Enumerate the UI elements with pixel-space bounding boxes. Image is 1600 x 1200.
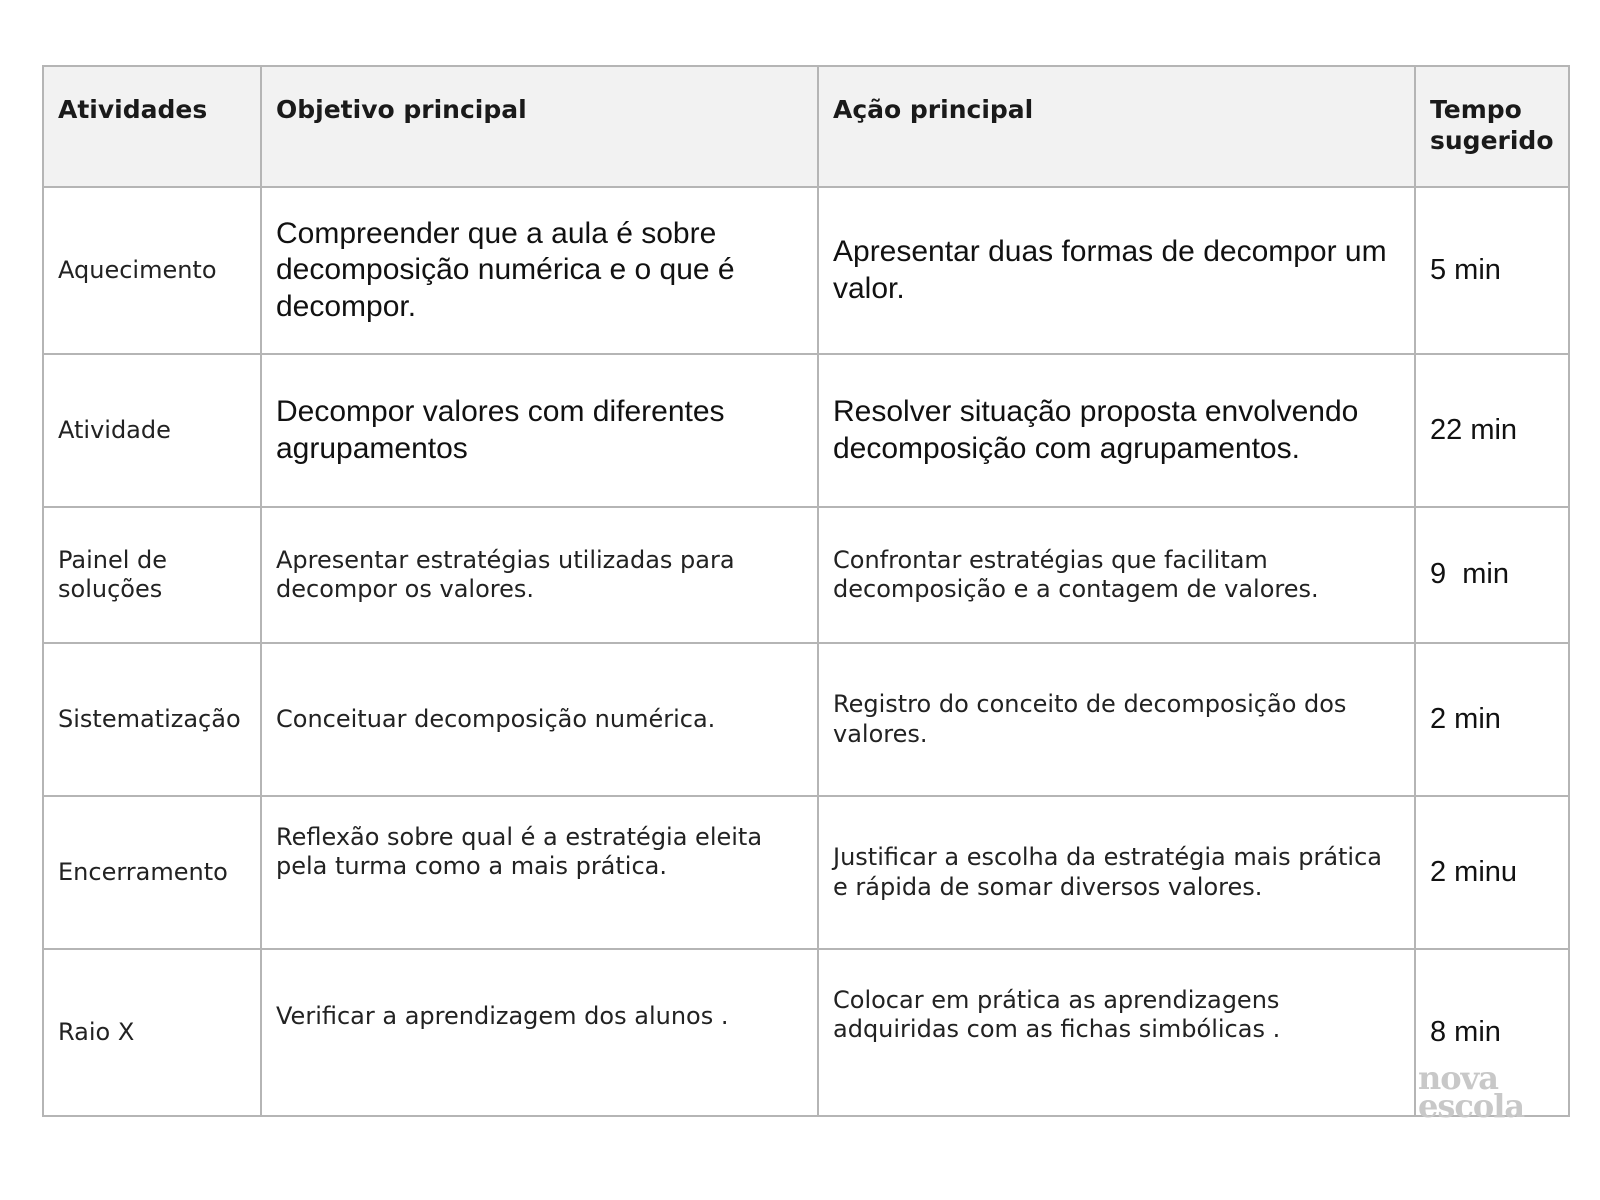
cell-atividade: Encerramento xyxy=(44,796,261,949)
table-header-row xyxy=(44,67,1568,187)
lesson-plan-table xyxy=(44,67,1568,1115)
lesson-plan-table-container xyxy=(42,65,1570,1117)
cell-atividade: Painel de soluções xyxy=(44,507,261,643)
cell-atividade: Aquecimento xyxy=(44,187,261,354)
header-atividades: Atividades xyxy=(44,67,261,187)
table-row xyxy=(44,796,1568,949)
cell-acao: Confrontar estratégias que facilitam decomposição e a contagem de valores. xyxy=(818,507,1415,643)
cell-tempo: 9 min xyxy=(1415,507,1568,643)
cell-tempo: 2 min xyxy=(1415,643,1568,796)
cell-acao: Registro do conceito de decomposição dos valores. xyxy=(818,643,1415,796)
header-tempo: Tempo sugerido xyxy=(1415,67,1568,187)
cell-acao: Justificar a escolha da estratégia mais prática e rápida de somar diversos valores. xyxy=(818,796,1415,949)
cell-tempo: 22 min xyxy=(1415,354,1568,507)
cell-objetivo: Compreender que a aula é sobre decomposição numérica e o que é decompor. xyxy=(261,187,818,354)
cell-tempo: 2 minu xyxy=(1415,796,1568,949)
header-objetivo: Objetivo principal xyxy=(261,67,818,187)
cell-tempo: 8 min xyxy=(1415,949,1568,1115)
cell-atividade: Raio X xyxy=(44,949,261,1115)
table-row xyxy=(44,507,1568,643)
nova-escola-logo xyxy=(1418,1059,1538,1125)
cell-atividade: Atividade xyxy=(44,354,261,507)
cell-objetivo: Verificar a aprendizagem dos alunos . xyxy=(261,949,818,1115)
cell-objetivo: Conceituar decomposição numérica. xyxy=(261,643,818,796)
cell-objetivo: Reflexão sobre qual é a estratégia eleita pela turma como a mais prática. xyxy=(261,796,818,949)
header-acao: Ação principal xyxy=(818,67,1415,187)
table-row xyxy=(44,187,1568,354)
table-row xyxy=(44,354,1568,507)
cell-tempo: 5 min xyxy=(1415,187,1568,354)
cell-atividade: Sistematização xyxy=(44,643,261,796)
cell-acao: Colocar em prática as aprendizagens adquiridas com as fichas simbólicas . xyxy=(818,949,1415,1115)
cell-acao: Apresentar duas formas de decompor um valor. xyxy=(818,187,1415,354)
table-row xyxy=(44,949,1568,1115)
cell-acao: Resolver situação proposta envolvendo decomposição com agrupamentos. xyxy=(818,354,1415,507)
logo-line-nova: nova xyxy=(1418,1059,1498,1097)
logo-line-escola: escola xyxy=(1418,1087,1525,1125)
table-row xyxy=(44,643,1568,796)
cell-objetivo: Apresentar estratégias utilizadas para decompor os valores. xyxy=(261,507,818,643)
cell-objetivo: Decompor valores com diferentes agrupamentos xyxy=(261,354,818,507)
